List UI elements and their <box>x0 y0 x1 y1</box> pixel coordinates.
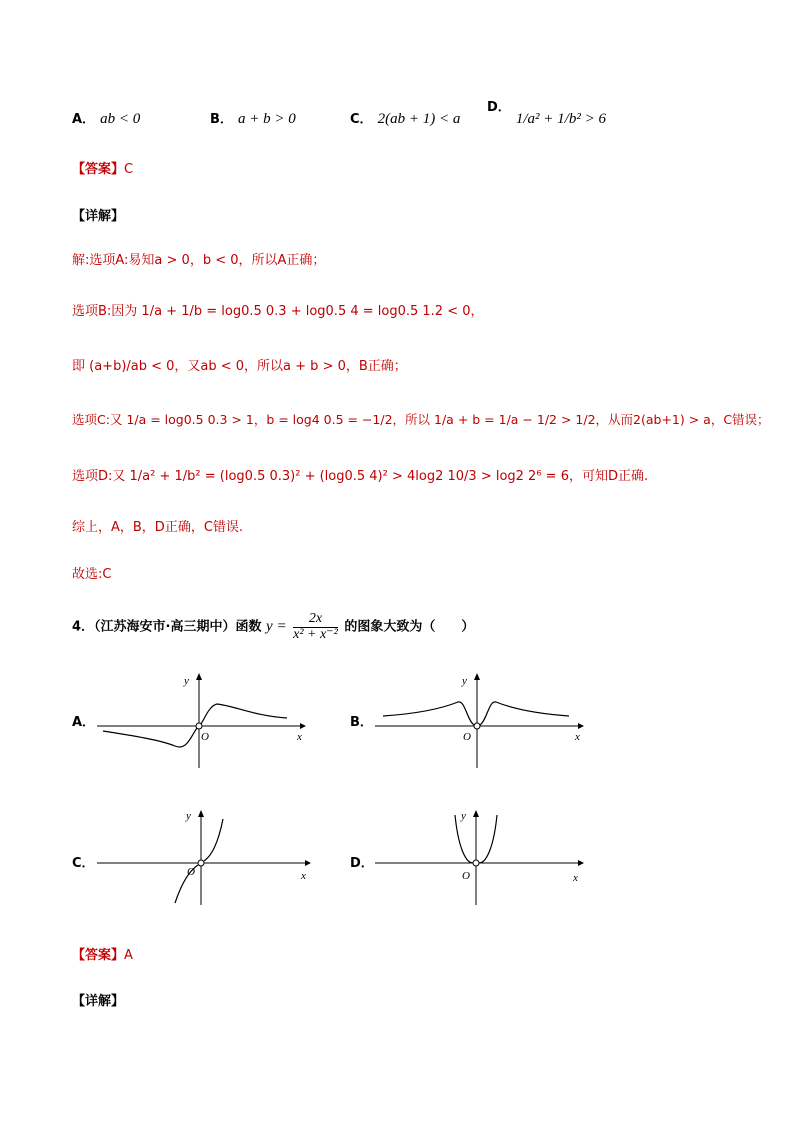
graph-label-c: C． <box>72 856 95 871</box>
detail-line: 选项D:又 1/a² + 1/b² = (log0.5 0.3)² + (log0.5 4)² > 4log2 10/3 > log2 2⁶ = 6，可知D正确. <box>72 469 649 484</box>
func-denominator: x² + x⁻² <box>293 626 338 642</box>
y-axis-label: y <box>186 810 191 822</box>
option-expr: 1/a² + 1/b² > 6 <box>515 111 606 127</box>
question-source: （江苏海安市·高三期中） <box>94 619 236 635</box>
detail-line: 选项C:又 1/a = log0.5 0.3 > 1，b = log4 0.5 = −1/2，所以 1/a + b = 1/a − 1/2 > 1/2，从而2(ab+1) > a，C错误； <box>72 412 770 427</box>
detail-line: 选项B:因为 1/a + 1/b = log0.5 0.3 + log0.5 4 = log0.5 1.2 < 0， <box>72 304 484 319</box>
q3-option-a <box>72 108 140 128</box>
func-numerator: 2x <box>293 612 338 628</box>
option-label: A． <box>72 112 96 127</box>
detail-line: 故选:C <box>72 567 112 582</box>
graph-label-b: B． <box>350 715 373 730</box>
option-expr: ab < 0 <box>100 111 141 127</box>
y-axis-label: y <box>461 810 466 822</box>
x-axis-label: x <box>573 872 578 884</box>
stem-prefix: 函数 <box>235 619 262 635</box>
func-lhs: y = <box>266 618 287 635</box>
detail-line: 即 (a+b)/ab < 0，又ab < 0，所以a + b > 0，B正确； <box>72 359 407 374</box>
detail-line: 解:选项A:易知a > 0，b < 0，所以A正确； <box>72 253 326 268</box>
func-fraction <box>293 612 338 642</box>
y-axis-label: y <box>462 675 467 687</box>
option-label: C． <box>350 112 373 127</box>
graph-b <box>373 668 588 770</box>
origin-label: O <box>463 731 471 743</box>
graph-label-d: D． <box>350 856 374 871</box>
q4-detail-tag: 【详解】 <box>72 994 125 1009</box>
option-expr: a + b > 0 <box>238 111 296 127</box>
graph-d <box>373 805 588 907</box>
graph-label-a: A． <box>72 715 96 730</box>
q4-answer <box>72 944 133 963</box>
q3-answer <box>72 158 133 177</box>
q3-option-d <box>487 96 606 127</box>
stem-suffix: 的图象大致为（ ） <box>344 619 475 635</box>
q3-detail-tag: 【详解】 <box>72 209 125 224</box>
answer-tag: 【答案】 <box>72 162 125 177</box>
answer-value: A <box>124 948 133 963</box>
option-expr: 2(ab + 1) < a <box>377 111 461 127</box>
q4-stem <box>72 612 474 642</box>
origin-label: O <box>462 870 470 882</box>
x-axis-label: x <box>575 731 580 743</box>
y-axis-label: y <box>184 675 189 687</box>
q3-option-c <box>350 108 460 128</box>
x-axis-label: x <box>297 731 302 743</box>
answer-value: C <box>124 162 134 177</box>
origin-label: O <box>201 731 209 743</box>
graph-a <box>95 668 310 770</box>
option-label: B． <box>210 112 233 127</box>
option-label: D． <box>487 100 511 115</box>
origin-label: O <box>187 866 195 878</box>
x-axis-label: x <box>301 870 306 882</box>
detail-line: 综上，A，B，D正确，C错误. <box>72 520 244 535</box>
answer-tag: 【答案】 <box>72 948 125 963</box>
question-number: 4． <box>72 619 95 635</box>
graph-c <box>95 805 315 907</box>
q3-option-b <box>210 108 296 128</box>
